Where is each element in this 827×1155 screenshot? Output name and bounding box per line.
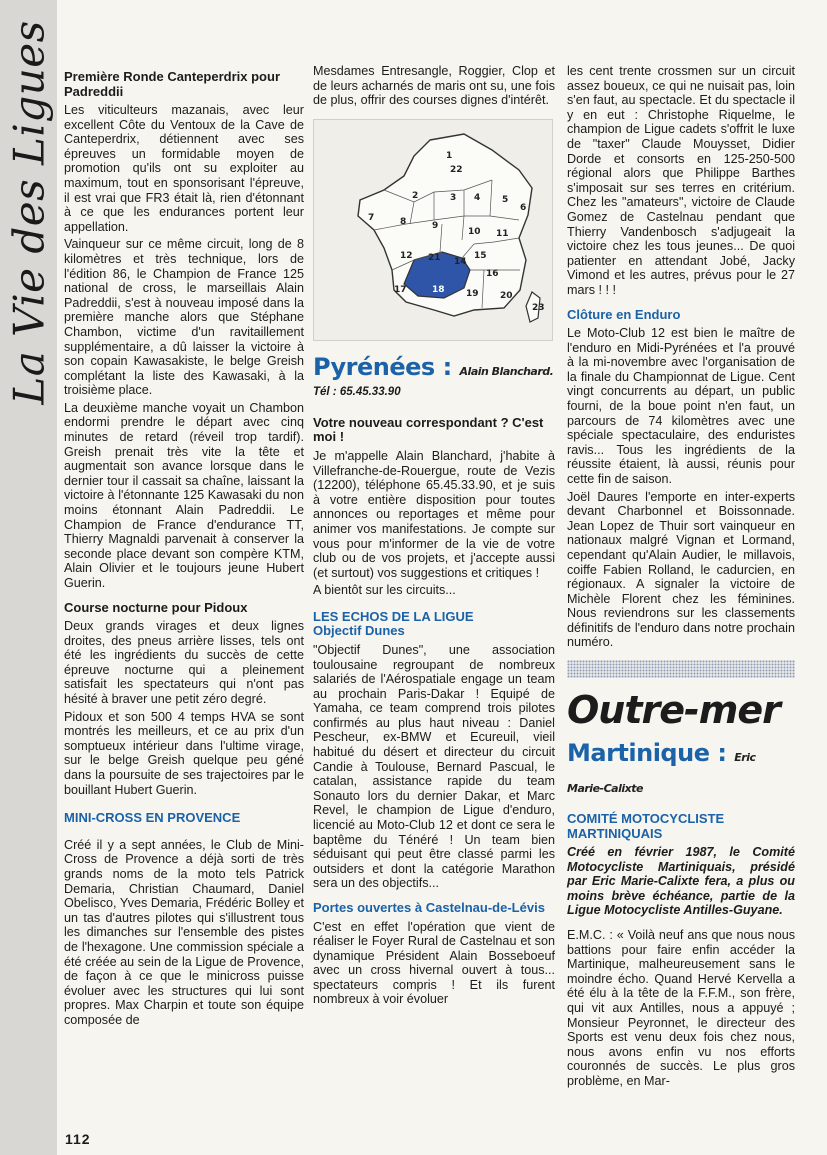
map-number: 6 [520, 202, 527, 213]
map-number: 3 [450, 192, 457, 203]
map-number: 16 [486, 268, 499, 279]
lead-paragraph: Créé en février 1987, le Comité Motocycliste Martiniquais, présidé par Eric Marie-Calixte fera, a plus ou moins brève échéance, partie de la Ligue Motocycliste Antilles-Guyane. [567, 845, 795, 918]
map-number: 21 [428, 252, 441, 263]
telephone: Tél : 65.45.33.90 [313, 386, 401, 399]
paragraph: Mesdames Entresangle, Roggier, Clop et de leurs acharnés de maris ont su, une fois de plus, offrir des courses dignes d'intérêt. [313, 64, 555, 108]
paragraph: Deux grands virages et deux lignes droites, des pneus arrière lisses, tels ont été les ingrédients du succès de cette épreuve nocturne qui a pleinement satisfait les spectateurs qui n'ont pas hésité à braver une petit zéro degré. [64, 619, 304, 707]
region-title [567, 740, 795, 802]
sidebar [0, 0, 57, 1155]
section-title [4, 19, 54, 405]
page-number: 112 [65, 1131, 91, 1147]
map-number: 10 [468, 226, 481, 237]
section-title: Outre-mer [567, 688, 780, 733]
article-heading: Clôture en Enduro [567, 306, 681, 322]
region-label: Pyrénées : [313, 353, 452, 382]
paragraph: C'est en effet l'opération que vient de réaliser le Foyer Rural de Castelnau et son dynamique Président Alain Bosseboeuf avec un cross hivernal ouvert à tous... spectateurs compris ! Et ils furent nombreux à voir évoluer [313, 919, 555, 1007]
map-number: 4 [474, 192, 481, 203]
article-heading: LES ECHOS DE LA LIGUE [313, 608, 474, 624]
map-number: 1 [446, 150, 453, 161]
article-subheading: Objectif Dunes [313, 623, 405, 639]
paragraph: Les viticulteurs mazanais, avec leur excellent Côte du Ventoux de la Cave de Canteperdrix, détiennent avec ses épreuves un formidable moyen de promotion qu'ils ont su exploiter au maximum, tout en sponsorisant l'épreuve, il est vrai que FR3 était là, rien d'étonnant à ce que les endurances portent leur appellation. [64, 103, 304, 234]
paragraph: A bientôt sur les circuits... [313, 583, 456, 598]
paragraph: E.M.C. : « Voilà neuf ans que nous nous battions pour faire enfin accéder la Martinique, malheureusement sans le moindre écho. Quand Hervé Kervella a été élu à la tête de la F.F.M., son frère, qui vit aux Antilles, nous a appuyé ; Monsieur Peyronnet, le directeur des Sports est venu deux fois chez nous, nous avons enfin vu nos efforts couronnés de succès. Le plus gros problème, en Mar- [567, 928, 795, 1088]
map-number: 19 [466, 288, 479, 299]
article-heading: Portes ouvertes à Castelnau-de-Lévis [313, 900, 545, 915]
map-number: 23 [532, 302, 545, 313]
paragraph: Le Moto-Club 12 est bien le maître de l'enduro en Midi-Pyrénées et l'a prouvé à la mi-novembre avec l'organisation de la finale du Championnat de Ligue. Cent vingt concurrents au départ, un public fourni, de la boue point n'en faut, un parcours de 74 kilomètres avec une spéciale spectaculaire, des enduristes ravis... Tous les ingrédients de la réussite étaient, là aussi, réunis pour cette fin de saison. [567, 326, 795, 486]
paragraph: Pidoux et son 500 4 temps HVA se sont montrés les meilleurs, et ce au prix d'un somptueux intérieur dans l'ultime virage, sur le belge Greish quelque peu géné dans la poursuite de ses trajectoires par le bouillant Hubert Guerin. [64, 709, 304, 797]
paragraph: La deuxième manche voyait un Chambon endormi prendre le départ avec cinq minutes de retard (réveil trop tardif). Greish prenait très vite la tête et augmentait son avance lorsque dans le dernier tour il cassait sa chaîne, laissant la victoire à l'étonnante 125 Kawasaki du non moins étonnant Alain Padreddii. Le Champion de France d'endurance TT, Thierry Magnaldi parvenait à conserver la seconde place devant son compère KTM, Alain Olivier et le toujours jeune Hubert Guerin. [64, 400, 304, 590]
map-number: 9 [432, 220, 439, 231]
paragraph: "Objectif Dunes", une association toulousaine regroupant de nombreux salariés de l'Aérospatiale engage un team au prochain Paris-Dakar ! Equipé de Yamaha, ce team comprend trois pilotes confirmés au plus haut niveau : Daniel Pescheur, ex-BMW et Ecureuil, vieil habitué du désert et directeur du circuit Candie à Toulouse, Bernard Pascual, le catalan, assistance rapide du team Sonauto lors du dernier Dakar, et Marc Revel, le champion de Ligue d'enduro, licencié au Moto-Club 12 et dont ce sera le baptême du Ténéré ! Un team bien séduisant qui peut être classé parmi les outsiders et dont la catégorie Marathon sera un des objectifs... [313, 642, 555, 891]
paragraph: Vainqueur sur ce même circuit, long de 8 kilomètres et très technique, lors de l'édition 86, le Champion de France 125 national de cross, le marseillais Alain Padreddii, s'est à nouveau imposé dans la première manche alors que Stéphane Chambon, victime d'un ravitaillement supplémentaire, a dû laisser la victoire à son copain Kawasakiste, le belge Greish complétant la liste des Kawasaki, à la troisième place. [64, 237, 304, 398]
paragraph: Créé il y a sept années, le Club de Mini-Cross de Provence a déjà sorti de très grands noms de la moto tels Patrick Demaria, Christian Chaumard, Daniel Obelisco, Yves Demaria, Frédéric Bolley et un tas d'autres pilotes qui s'illustrent tous les dimanches sur l'ensemble des pistes de l'hexagone. Une commission spéciale a été créée au sein de la Ligue de Provence, de façon à ce que le minicross puisse évoluer avec les structures qui lui sont propres. Max Charpin et toute son équipe composée de [64, 837, 304, 1027]
correspondent-name: Alain Blanchard. [459, 365, 554, 379]
article-heading: COMITÉ MOTOCYCLISTE MARTINIQUAIS [567, 811, 725, 841]
article-heading: MINI-CROSS EN PROVENCE [64, 810, 241, 826]
column-2 [313, 64, 555, 1010]
map-number: 7 [368, 212, 375, 223]
map-number: 14 [454, 256, 467, 267]
map-number: 20 [500, 290, 513, 301]
article-heading: Votre nouveau correspondant ? C'est moi ! [313, 414, 544, 445]
section-title-text: La Vie des Ligues [4, 19, 54, 405]
column-3 [567, 64, 795, 1092]
map-number: 15 [474, 250, 487, 261]
paragraph: Joël Daures l'emporte en inter-experts devant Charbonnel et Boissonnade. Jean Lopez de Thuir sort vainqueur en nationaux malgré Vignan et Lormand, cependant qu'Alain Audier, le millavois, coiffe Fabien Rolland, le cadurcien, en régionaux. A signaler la victoire de Michèle Florent chez les féminines. Nous reviendrons sur les classements définitifs de l'enduro dans notre prochain numéro. [567, 489, 795, 650]
map-number: 11 [496, 228, 509, 239]
map-number: 22 [450, 164, 463, 175]
paragraph: Je m'appelle Alain Blanchard, j'habite à Villefranche-de-Rouergue, route de Vezis (12200), téléphone 65.45.33.90, et je suis à votre entière disposition pour toutes annonces ou reportages et même pour animer vos manifestations. Je compte sur vous pour m'informer de la vie de votre club ou de vos projets, et j'accepte aussi (et surtout) vos suggestions et critiques ! [313, 448, 555, 580]
dotted-divider [567, 660, 795, 678]
map-number: 5 [502, 194, 509, 205]
map-number: 8 [400, 216, 407, 227]
region-title [313, 354, 555, 385]
map-number: 2 [412, 190, 419, 201]
map-number: 12 [400, 250, 413, 261]
league-map [313, 119, 553, 341]
region-label: Martinique : [567, 739, 727, 768]
paragraph: les cent trente crossmen sur un circuit assez boueux, ce qui ne nuisait pas, loin s'en faut, au spectacle. Et du spectacle il y en eut : Christophe Riquelme, le champion de Ligue cadets s'offrit le luxe de "taxer" Claude Mouysset, Didier Dorde et consorts en 125-250-500 régional alors que Philippe Barthes s'imposait sur ses terres en critérium. Chez les "amateurs", victoire de Claude Gomez de Castelnau pendant que Thierry Vandenbosch s'adjugeait la victoire chez les tous jeunes... De quoi patienter en attendant Jobé, Jacky Vimond et les autres, prévus pour le 27 mars ! ! ! [567, 64, 795, 297]
map-number: 17 [394, 284, 407, 295]
article-heading: Première Ronde Canteperdrix pour Padreddii [64, 69, 280, 99]
article-heading: Course nocturne pour Pidoux [64, 599, 248, 615]
map-number: 18 [432, 284, 445, 295]
column-1 [64, 64, 304, 1031]
correspondent-name: Eric Marie-Calixte [567, 751, 756, 796]
